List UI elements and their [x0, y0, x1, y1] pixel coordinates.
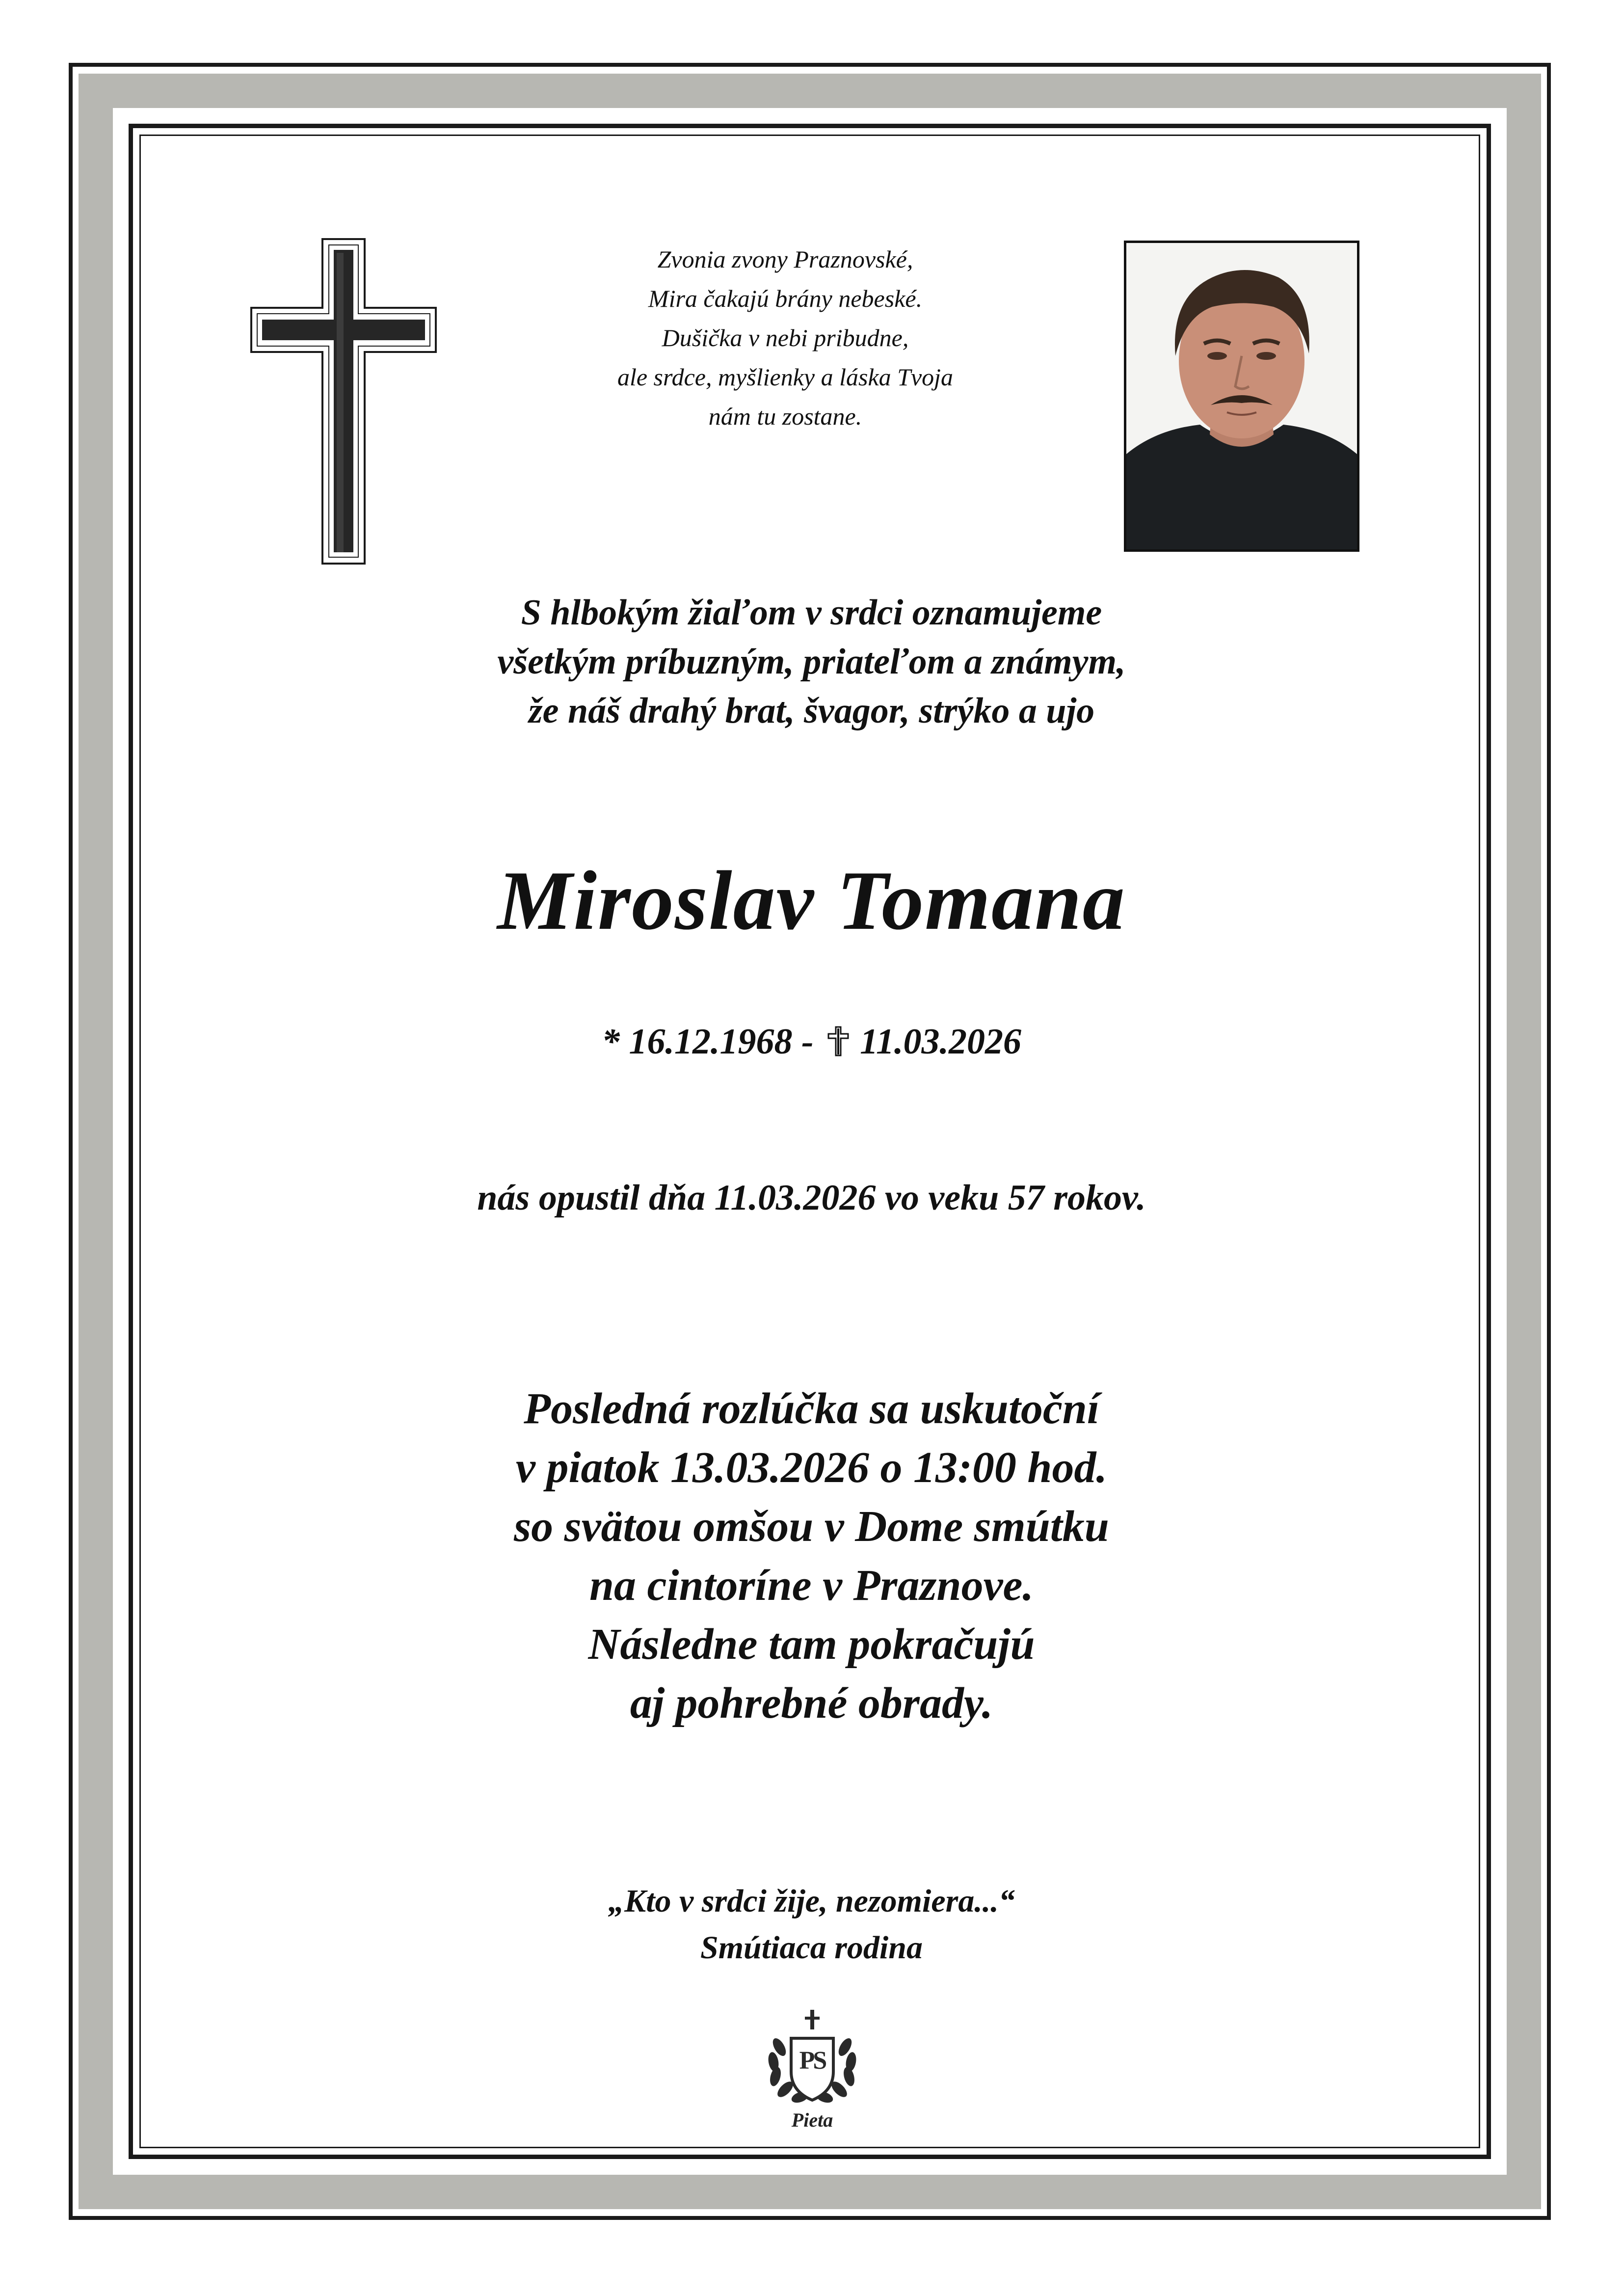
closing-quote [0, 1878, 1623, 1971]
ceremony-line: Posledná rozlúčka sa uskutoční [524, 1384, 1099, 1433]
announcement-line: S hlbokým žiaľom v srdci oznamujeme [521, 593, 1102, 633]
poem-line: nám tu zostane. [708, 403, 862, 430]
ceremony-line: so svätou omšou v Dome smútku [514, 1502, 1109, 1551]
ceremony-line: aj pohrebné obrady. [630, 1679, 993, 1728]
deceased-name: Miroslav Tomana [497, 854, 1126, 947]
small-cross-icon [827, 1026, 849, 1056]
life-dates [0, 1017, 1623, 1066]
poem-line: Dušička v nebi pribudne, [662, 324, 909, 351]
poem [319, 240, 1251, 436]
poem-line: ale srdce, myšlienky a láska Tvoja [617, 363, 954, 391]
poem-line: Zvonia zvony Praznovské, [657, 245, 913, 273]
announcement-line: všetkým príbuzným, priateľom a známym, [497, 642, 1126, 682]
poem-line: Mira čakajú brány nebeské. [648, 285, 923, 312]
logo-initials: PS [799, 2047, 825, 2075]
family-signature: Smútiaca rodina [700, 1930, 923, 1966]
ceremony-line: na cintoríne v Praznove. [589, 1561, 1034, 1610]
passed-statement: nás opustil dňa 11.03.2026 vo veku 57 rokov. [477, 1178, 1146, 1218]
birth-date: * 16.12.1968 - [601, 1022, 814, 1062]
pieta-logo [751, 2008, 874, 2140]
ceremony-line: v piatok 13.03.2026 o 13:00 hod. [516, 1443, 1107, 1492]
ceremony-line: Následne tam pokračujú [588, 1620, 1035, 1669]
logo-caption: Pieta [791, 2109, 833, 2131]
quote-text: „Kto v srdci žije, nezomiera...“ [608, 1883, 1015, 1919]
announcement [0, 588, 1623, 735]
death-date: 11.03.2026 [860, 1022, 1022, 1062]
announcement-line: že náš drahý brat, švagor, strýko a ujo [528, 691, 1095, 731]
ceremony-info [0, 1379, 1623, 1733]
